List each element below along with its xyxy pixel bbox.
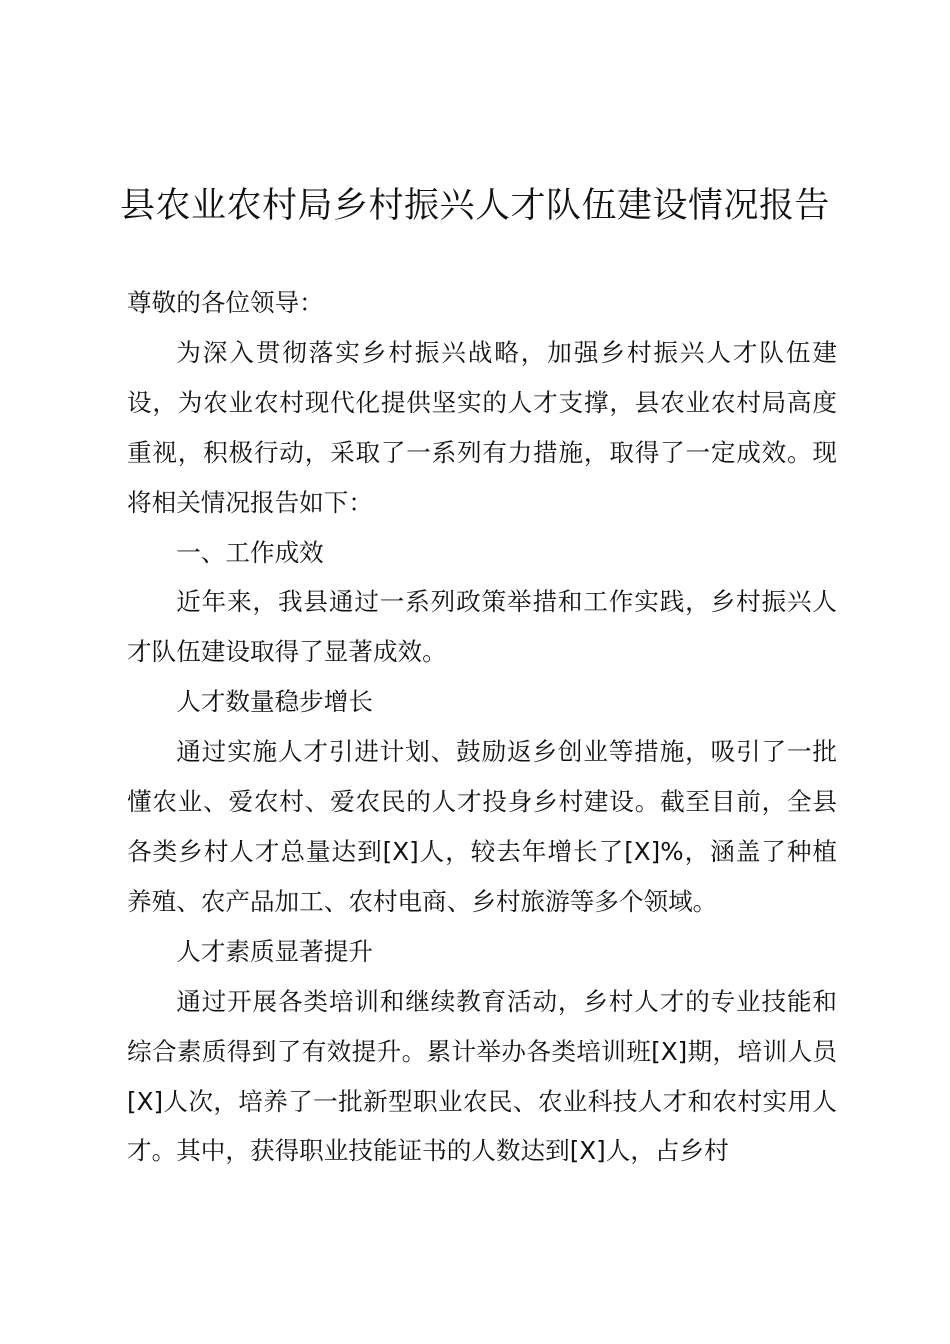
- subheading-talent-quality: 人才素质显著提升: [176, 936, 373, 966]
- paragraph-intro: 为深入贯彻落实乡村振兴战略，加强乡村振兴人才队伍建设，为农业农村现代化提供坚实的人才支撑，县农业农村局高度重视，积极行动，采取了一系列有力措施，取得了一定成效。现将相关情况报告如下：: [127, 337, 837, 517]
- paragraph-talent-quality: 通过开展各类培训和继续教育活动，乡村人才的专业技能和综合素质得到了有效提升。累计举办各类培训班[X]期，培训人员[X]人次，培养了一批新型职业农民、农业科技人才和农村实用人才。其中，获得职业技能证书的人数达到[X]人，占乡村: [127, 986, 837, 1166]
- paragraph-talent-quantity: 通过实施人才引进计划、鼓励返乡创业等措施，吸引了一批懂农业、爱农村、爱农民的人才投身乡村建设。截至目前，全县各类乡村人才总量达到[X]人，较去年增长了[X]%，涵盖了种植养殖、农产品加工、农村电商、乡村旅游等多个领域。: [127, 737, 837, 916]
- subheading-talent-quantity: 人才数量稳步增长: [176, 687, 373, 717]
- document-title: 县农业农村局乡村振兴人才队伍建设情况报告: [119, 186, 830, 226]
- document-body: [127, 278, 837, 1176]
- salutation: 尊敬的各位领导：: [127, 288, 324, 317]
- paragraph-results-overview: 近年来，我县通过一系列政策举措和工作实践，乡村振兴人才队伍建设取得了显著成效。: [127, 587, 837, 667]
- section-heading-work-results: 一、工作成效: [176, 537, 324, 567]
